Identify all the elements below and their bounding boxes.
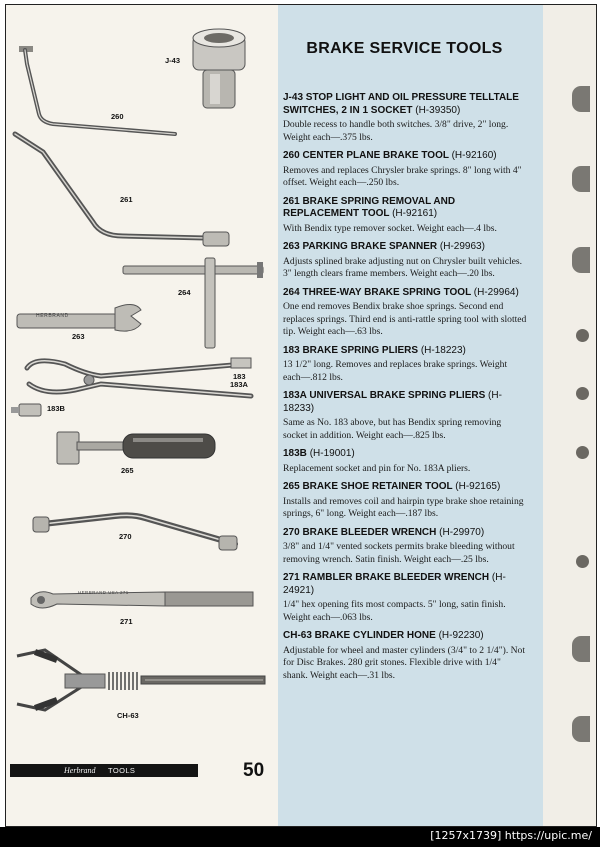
entry-code: (H-29970) — [439, 526, 485, 538]
entry-title: 270 BRAKE BLEEDER WRENCH — [283, 526, 437, 538]
entry-183b — [283, 448, 527, 475]
entry-j43 — [283, 92, 527, 144]
entry-desc: 13 1/2" long. Removes and replaces brake springs. Weight each—.812 lbs. — [283, 359, 508, 383]
label-j43: J-43 — [165, 56, 181, 65]
entry-183a — [283, 390, 527, 442]
page-title: BRAKE SERVICE TOOLS — [306, 40, 503, 57]
binder-tab — [572, 166, 590, 192]
binder-hole — [576, 446, 589, 459]
entry-title: 261 BRAKE SPRING REMOVAL AND REPLACEMENT TOOL — [283, 195, 456, 219]
entry-265 — [283, 481, 527, 521]
binder-strip — [543, 5, 596, 826]
entry-title: 263 PARKING BRAKE SPANNER — [283, 241, 438, 252]
entry-desc: Adjustable for wheel and master cylinders (3/4" to 2 1/4"). Not for Disc Brakes. 280 grit stones. Flexible drive with 1/4" shank. Weight each—.31 lbs. — [283, 644, 526, 681]
tool-260-illustration — [19, 46, 175, 134]
wrench-271-stamp: HERBRAND USA 271 — [78, 590, 129, 595]
entry-desc: Replacement socket and pin for No. 183A pliers. — [283, 462, 471, 474]
entry-code: (H-39350) — [415, 104, 461, 116]
binder-tab — [572, 247, 590, 273]
label-270: 270 — [119, 532, 132, 541]
entry-desc: 3/8" and 1/4" vented sockets permits brake bleeding without removing wrench. Satin finish. Weight each—.25 lbs. — [283, 541, 515, 565]
entry-desc: Double recess to handle both switches. 3/8" drive, 2" long. Weight each—.375 lbs. — [283, 119, 509, 143]
entry-code: (H-29964) — [473, 286, 519, 298]
label-183: 183 — [233, 372, 246, 381]
label-263: 263 — [72, 332, 85, 341]
entry-title: 260 CENTER PLANE BRAKE TOOL — [283, 150, 449, 161]
label-265: 265 — [121, 466, 134, 475]
entry-264 — [283, 287, 527, 339]
label-261: 261 — [120, 195, 133, 204]
entry-desc: One end removes Bendix brake shoe springs. Second end replaces springs. Third end is anti-rattle spring tool with slotted tip. Weight each—.63 lbs. — [283, 301, 527, 337]
entry-title: CH-63 BRAKE CYLINDER HONE — [283, 630, 436, 641]
label-ch63: CH-63 — [117, 711, 139, 720]
label-183a: 183A — [230, 380, 248, 389]
entry-263 — [283, 241, 527, 281]
entry-code: (H-29963) — [439, 241, 485, 252]
tool-183-illustration — [27, 358, 251, 396]
wrench-263-stamp: HERBRAND — [36, 313, 69, 319]
entry-271 — [283, 572, 527, 624]
image-caption: [1257x1739] https://upic.me/ — [430, 829, 592, 842]
entry-desc: Removes and replaces Chrysler brake springs. 8" long with 4" offset. Weight each—.250 lbs. — [283, 164, 522, 188]
page-number: 50 — [243, 760, 265, 781]
entry-desc: Same as No. 183 above, but has Bendix spring removing socket in addition. Weight each—.825 lbs. — [283, 417, 502, 441]
tool-183b-illustration — [11, 404, 41, 416]
footer-bar — [10, 764, 198, 777]
tool-entries — [283, 92, 527, 688]
entry-code: (H-19001) — [309, 448, 355, 459]
tool-ch63-illustration — [17, 650, 265, 710]
entry-title: 183A UNIVERSAL BRAKE SPRING PLIERS — [283, 390, 486, 401]
entry-183 — [283, 345, 527, 385]
entry-260 — [283, 150, 527, 190]
entry-desc: With Bendix type remover socket. Weight each—.4 lbs. — [283, 222, 497, 234]
entry-title: 183 BRAKE SPRING PLIERS — [283, 344, 419, 356]
label-260: 260 — [111, 112, 124, 121]
tool-270-illustration — [33, 515, 237, 550]
entry-code: (H-92161) — [392, 208, 438, 219]
entry-desc: Installs and removes coil and hairpin type brake shoe retaining springs, 6" long. Weight each—.187 lbs. — [283, 495, 524, 519]
binder-tab — [572, 636, 590, 662]
j43-socket-illustration — [193, 29, 245, 108]
binder-tab — [572, 86, 590, 112]
tool-264-illustration — [123, 258, 263, 348]
label-264: 264 — [178, 288, 191, 297]
entry-title: 264 THREE-WAY BRAKE SPRING TOOL — [283, 286, 472, 298]
binder-tab — [572, 716, 590, 742]
entry-title: 271 RAMBLER BRAKE BLEEDER WRENCH — [283, 572, 490, 583]
entry-270 — [283, 527, 527, 567]
entry-desc: 1/4" hex opening fits most compacts. 5" long, satin finish. Weight each—.063 lbs. — [283, 599, 506, 623]
entry-title: 183B — [283, 448, 307, 459]
entry-code: (H-18223) — [420, 344, 466, 356]
entry-title: J-43 STOP LIGHT AND OIL PRESSURE TELLTALE SWITCHES, 2 IN 1 SOCKET — [283, 92, 519, 116]
label-271: 271 — [120, 617, 133, 626]
entry-code: (H-92165) — [455, 481, 501, 492]
binder-hole — [576, 329, 589, 342]
label-183b: 183B — [47, 404, 65, 413]
binder-hole — [576, 555, 589, 568]
entry-code: (H-18233) — [283, 390, 502, 414]
binder-hole — [576, 387, 589, 400]
tool-265-illustration — [57, 432, 215, 464]
entry-261 — [283, 196, 527, 236]
footer-brand: Herbrand — [64, 766, 96, 775]
entry-code: (H-92160) — [451, 150, 497, 161]
entry-code: (H-24921) — [283, 572, 506, 596]
entry-code: (H-92230) — [438, 630, 484, 641]
tool-271-illustration — [31, 592, 253, 608]
tool-261-illustration — [15, 134, 229, 246]
entry-ch63 — [283, 630, 527, 682]
footer-tools: TOOLS — [108, 766, 136, 775]
entry-desc: Adjusts splined brake adjusting nut on Chrysler built vehicles. 3" length clears frame members. Weight each—.20 lbs. — [283, 255, 523, 279]
entry-title: 265 BRAKE SHOE RETAINER TOOL — [283, 481, 453, 492]
